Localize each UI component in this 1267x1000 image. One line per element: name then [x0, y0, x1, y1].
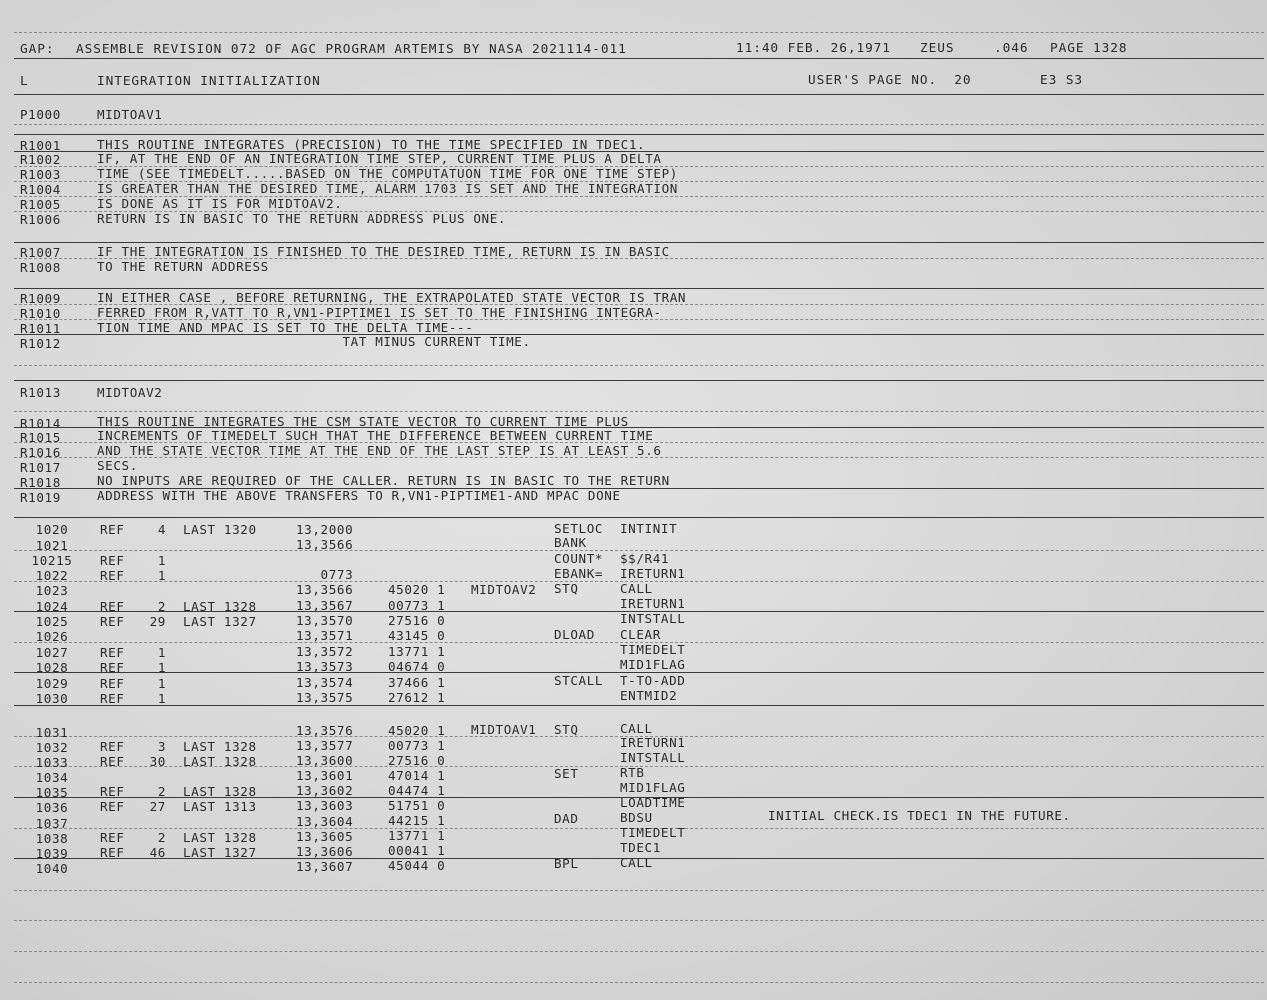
rule: [14, 890, 1264, 891]
remark-number: R1019: [20, 490, 61, 505]
opcode: DLOAD: [554, 627, 595, 642]
rule: [14, 94, 1264, 95]
ref-count: 46: [149, 845, 166, 860]
remark-text: IS DONE AS IT IS FOR MIDTOAV2.: [97, 196, 343, 211]
last-ref: LAST 1328: [183, 830, 257, 845]
remark-number: R1009: [20, 291, 61, 306]
remark-text: ADDRESS WITH THE ABOVE TRANSFERS TO R,VN1-PIPTIME1-AND MPAC DONE: [97, 488, 621, 503]
section-title: INTEGRATION INITIALIZATION: [97, 74, 321, 89]
remark-number: R1006: [20, 212, 61, 227]
remark-number: R1015: [20, 430, 61, 445]
subheader-mark: L: [20, 74, 29, 89]
remark-number: R1002: [20, 152, 61, 167]
ref-count: 2: [157, 784, 166, 799]
line-number: 1030: [35, 691, 69, 706]
octal-code: 27516 0: [388, 613, 446, 628]
operand: CALL: [620, 855, 653, 870]
line-number: 1028: [35, 660, 69, 675]
remark-text: MIDTOAV2: [97, 385, 163, 400]
ref-count: 29: [149, 614, 166, 629]
octal-code: 00041 1: [388, 843, 446, 858]
octal-code: 45020 1: [388, 723, 446, 738]
ref-count: 2: [157, 830, 166, 845]
ref-label: REF: [100, 739, 125, 754]
address: 13,3605: [296, 829, 354, 844]
octal-code: 44215 1: [388, 813, 446, 828]
remark-text: TIME (SEE TIMEDELT.....BASED ON THE COMPUTATUON TIME FOR ONE TIME STEP): [97, 166, 678, 181]
address: 13,3604: [296, 814, 354, 829]
opcode: SET: [554, 766, 579, 781]
ref-label: REF: [100, 645, 125, 660]
header-code: .046: [994, 41, 1029, 56]
ref-label: REF: [100, 754, 125, 769]
header-time: 11:40 FEB. 26,1971: [736, 41, 891, 56]
line-number: 1020: [35, 522, 69, 537]
octal-code: 13771 1: [388, 644, 446, 659]
line-number: 1034: [35, 770, 69, 785]
octal-code: 04474 1: [388, 783, 446, 798]
operand: LOADTIME: [620, 795, 686, 810]
ref-label: REF: [100, 845, 125, 860]
operand: CALL: [620, 581, 653, 596]
remark-text: INCREMENTS OF TIMEDELT SUCH THAT THE DIFFERENCE BETWEEN CURRENT TIME: [97, 428, 654, 443]
ref-count: 27: [149, 799, 166, 814]
rule: [14, 365, 1264, 366]
remark-text: IF THE INTEGRATION IS FINISHED TO THE DESIRED TIME, RETURN IS IN BASIC: [97, 244, 670, 259]
line-number: 1035: [35, 785, 69, 800]
operand: TDEC1: [620, 840, 661, 855]
address: 13,3606: [296, 844, 354, 859]
ref-count: 1: [157, 676, 166, 691]
operand: IRETURN1: [620, 735, 686, 750]
opcode: SETLOC: [554, 521, 604, 536]
line-number: 1040: [35, 861, 69, 876]
remark-number: P1000: [20, 107, 61, 122]
octal-code: 51751 0: [388, 798, 446, 813]
ref-label: REF: [100, 599, 125, 614]
remark-text: IS GREATER THAN THE DESIRED TIME, ALARM 1703 IS SET AND THE INTEGRATION: [97, 181, 678, 196]
ref-label: REF: [100, 784, 125, 799]
operand: TIMEDELT: [620, 642, 686, 657]
operand: MID1FLAG: [620, 780, 686, 795]
line-number: 1026: [35, 629, 69, 644]
line-number: 1021: [35, 538, 69, 553]
operand: MID1FLAG: [620, 657, 686, 672]
line-number: 10215: [31, 553, 73, 568]
remark-number: R1005: [20, 197, 61, 212]
address: 13,3603: [296, 798, 354, 813]
address: 13,3574: [296, 675, 354, 690]
operand: IRETURN1: [620, 566, 686, 581]
remark-number: R1004: [20, 182, 61, 197]
address: 13,3571: [296, 628, 354, 643]
remark-text: THIS ROUTINE INTEGRATES (PRECISION) TO THE TIME SPECIFIED IN TDEC1.: [97, 137, 646, 152]
label: MIDTOAV2: [471, 582, 537, 597]
line-number: 1033: [35, 755, 69, 770]
rule: [14, 951, 1264, 952]
rule: [14, 134, 1264, 135]
remark-text: AND THE STATE VECTOR TIME AT THE END OF THE LAST STEP IS AT LEAST 5.6: [97, 443, 662, 458]
address: 13,3573: [296, 659, 354, 674]
operand: IRETURN1: [620, 596, 686, 611]
opcode: DAD: [554, 811, 579, 826]
line-number: 1036: [35, 800, 69, 815]
ref-count: 1: [157, 691, 166, 706]
octal-code: 00773 1: [388, 738, 446, 753]
remark-number: R1018: [20, 475, 61, 490]
line-number: 1025: [35, 614, 69, 629]
operand: T-TO-ADD: [620, 673, 686, 688]
octal-code: 45020 1: [388, 582, 446, 597]
address: 13,3567: [296, 598, 354, 613]
remark-text: TO THE RETURN ADDRESS: [97, 259, 269, 274]
line-number: 1031: [35, 725, 69, 740]
operand: CLEAR: [620, 627, 661, 642]
octal-code: 00773 1: [388, 598, 446, 613]
octal-code: 04674 0: [388, 659, 446, 674]
octal-code: 27516 0: [388, 753, 446, 768]
header-page: PAGE 1328: [1050, 41, 1128, 56]
remark-number: R1010: [20, 306, 61, 321]
rule: [14, 124, 1264, 125]
section-tag: E3 S3: [1040, 73, 1084, 88]
ref-label: REF: [100, 830, 125, 845]
address: 13,3577: [296, 738, 354, 753]
address: 13,3602: [296, 783, 354, 798]
last-ref: LAST 1327: [183, 845, 257, 860]
operand: ENTMID2: [620, 688, 678, 703]
octal-code: 43145 0: [388, 628, 446, 643]
address: 13,3607: [296, 859, 354, 874]
remark-text: RETURN IS IN BASIC TO THE RETURN ADDRESS PLUS ONE.: [97, 211, 507, 226]
rule: [14, 517, 1264, 518]
header-title: ASSEMBLE REVISION 072 OF AGC PROGRAM ARTEMIS BY NASA 2021114-011: [76, 42, 627, 57]
remark-text: THIS ROUTINE INTEGRATES THE CSM STATE VECTOR TO CURRENT TIME PLUS: [97, 414, 629, 429]
octal-code: 27612 1: [388, 690, 446, 705]
ref-count: 30: [149, 754, 166, 769]
label: MIDTOAV1: [471, 722, 537, 737]
remark-number: R1008: [20, 260, 61, 275]
address: 13,3566: [296, 582, 354, 597]
ref-label: REF: [100, 614, 125, 629]
remark-number: R1003: [20, 167, 61, 182]
address: 13,3575: [296, 690, 354, 705]
ref-label: REF: [100, 660, 125, 675]
remark-number: R1012: [20, 336, 61, 351]
rule: [14, 920, 1264, 921]
address: 13,3572: [296, 644, 354, 659]
last-ref: LAST 1328: [183, 754, 257, 769]
users-page: USER'S PAGE NO. 20: [808, 73, 972, 88]
operand: TIMEDELT: [620, 825, 686, 840]
opcode: BANK: [554, 535, 587, 550]
address: 13,3576: [296, 723, 354, 738]
address: 13,3600: [296, 753, 354, 768]
operand: BDSU: [620, 810, 653, 825]
ref-label: REF: [100, 691, 125, 706]
operand: CALL: [620, 721, 653, 736]
ref-label: REF: [100, 522, 125, 537]
line-number: 1039: [35, 846, 69, 861]
header-system: ZEUS: [920, 41, 955, 56]
remark-number: R1007: [20, 245, 61, 260]
last-ref: LAST 1328: [183, 599, 257, 614]
line-number: 1022: [35, 568, 69, 583]
remark-text: TAT MINUS CURRENT TIME.: [97, 334, 531, 349]
octal-code: 37466 1: [388, 675, 446, 690]
remark-text: SECS.: [97, 458, 138, 473]
remark-text: NO INPUTS ARE REQUIRED OF THE CALLER. RETURN IS IN BASIC TO THE RETURN: [97, 473, 670, 488]
ref-count: 1: [157, 553, 166, 568]
opcode: STQ: [554, 722, 579, 737]
remark-number: R1011: [20, 321, 61, 336]
ref-label: REF: [100, 568, 125, 583]
opcode: EBANK=: [554, 566, 604, 581]
rule: [14, 982, 1264, 983]
ref-count: 3: [157, 739, 166, 754]
rule: [14, 411, 1264, 412]
line-number: 1023: [35, 583, 69, 598]
last-ref: LAST 1320: [183, 522, 257, 537]
address: 13,3570: [296, 613, 354, 628]
operand: INTINIT: [620, 521, 678, 536]
octal-code: 45044 0: [388, 858, 446, 873]
ref-count: 1: [157, 660, 166, 675]
remark-number: R1017: [20, 460, 61, 475]
remark-number: R1016: [20, 445, 61, 460]
rule: [14, 32, 1264, 33]
rule: [14, 242, 1264, 243]
remark-number: R1014: [20, 416, 61, 431]
opcode: COUNT*: [554, 551, 604, 566]
ref-count: 1: [157, 568, 166, 583]
remark-number: R1013: [20, 385, 61, 400]
rule: [14, 705, 1264, 706]
last-ref: LAST 1328: [183, 739, 257, 754]
line-number: 1024: [35, 599, 69, 614]
rule: [14, 58, 1264, 59]
ref-label: REF: [100, 799, 125, 814]
last-ref: LAST 1313: [183, 799, 257, 814]
octal-code: 47014 1: [388, 768, 446, 783]
remark-text: FERRED FROM R,VATT TO R,VN1-PIPTIME1 IS SET TO THE FINISHING INTEGRA-: [97, 305, 662, 320]
rule: [14, 288, 1264, 289]
opcode: STQ: [554, 581, 579, 596]
address: 13,3601: [296, 768, 354, 783]
opcode: BPL: [554, 856, 579, 871]
address: 13,3566: [296, 537, 354, 552]
line-number: 1037: [35, 816, 69, 831]
ref-label: REF: [100, 676, 125, 691]
opcode: STCALL: [554, 673, 604, 688]
last-ref: LAST 1328: [183, 784, 257, 799]
ref-count: 2: [157, 599, 166, 614]
line-number: 1032: [35, 740, 69, 755]
line-number: 1038: [35, 831, 69, 846]
remark-text: IF, AT THE END OF AN INTEGRATION TIME STEP, CURRENT TIME PLUS A DELTA: [97, 151, 662, 166]
rule: [14, 380, 1264, 381]
ref-count: 4: [157, 522, 166, 537]
ref-count: 1: [157, 645, 166, 660]
octal-code: 13771 1: [388, 828, 446, 843]
remark-number: R1001: [20, 138, 61, 153]
header-gap: GAP:: [20, 42, 55, 57]
operand: INTSTALL: [620, 611, 686, 626]
ref-label: REF: [100, 553, 125, 568]
remark-text: TION TIME AND MPAC IS SET TO THE DELTA TIME---: [97, 320, 474, 335]
address: 13,2000: [296, 522, 354, 537]
remark-text: IN EITHER CASE , BEFORE RETURNING, THE EXTRAPOLATED STATE VECTOR IS TRAN: [97, 290, 687, 305]
comment: INITIAL CHECK.IS TDEC1 IN THE FUTURE.: [768, 808, 1071, 823]
line-number: 1029: [35, 676, 69, 691]
operand: $$/R41: [620, 551, 670, 566]
address: 0773: [296, 567, 354, 582]
operand: INTSTALL: [620, 750, 686, 765]
last-ref: LAST 1327: [183, 614, 257, 629]
line-number: 1027: [35, 645, 69, 660]
operand: RTB: [620, 765, 645, 780]
remark-text: MIDTOAV1: [97, 107, 163, 122]
